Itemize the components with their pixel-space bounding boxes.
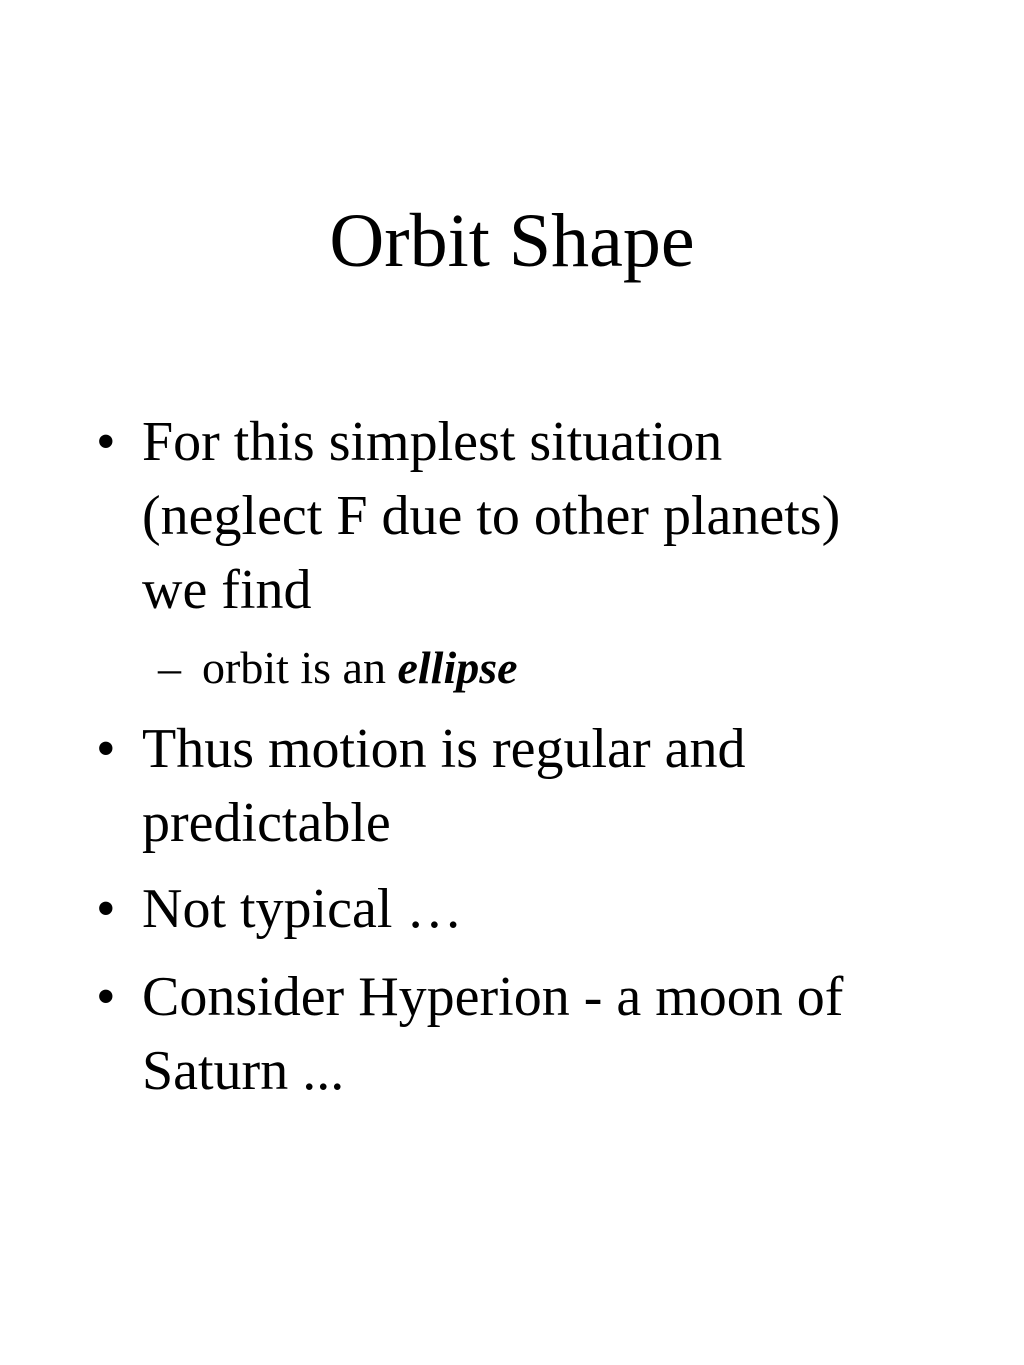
bullet-marker: • (96, 878, 116, 940)
sub-bullet-marker: – (158, 642, 181, 693)
bullet-text (142, 405, 942, 627)
bullet-marker: • (96, 411, 116, 473)
sub-bullet-prefix: orbit is an (202, 642, 398, 693)
slide-title: Orbit Shape (329, 199, 695, 283)
bullet-text (142, 872, 942, 946)
bullet-line: (neglect F due to other planets) (142, 485, 841, 547)
sub-bullet-emphasis: ellipse (397, 642, 518, 693)
bullet-text (142, 712, 942, 860)
bullet-text (142, 960, 942, 1108)
bullet-line: Saturn ... (142, 1040, 345, 1102)
bullet-marker: • (96, 966, 116, 1028)
bullet-line: Not typical … (142, 878, 463, 940)
bullet-line: Thus motion is regular and (142, 718, 746, 780)
bullet-line: predictable (142, 792, 391, 854)
bullet-line: For this simplest situation (142, 411, 723, 473)
bullet-line: we find (142, 559, 312, 621)
sub-bullet-text (202, 640, 518, 696)
bullet-marker: • (96, 718, 116, 780)
bullet-line: Consider Hyperion - a moon of (142, 966, 844, 1028)
